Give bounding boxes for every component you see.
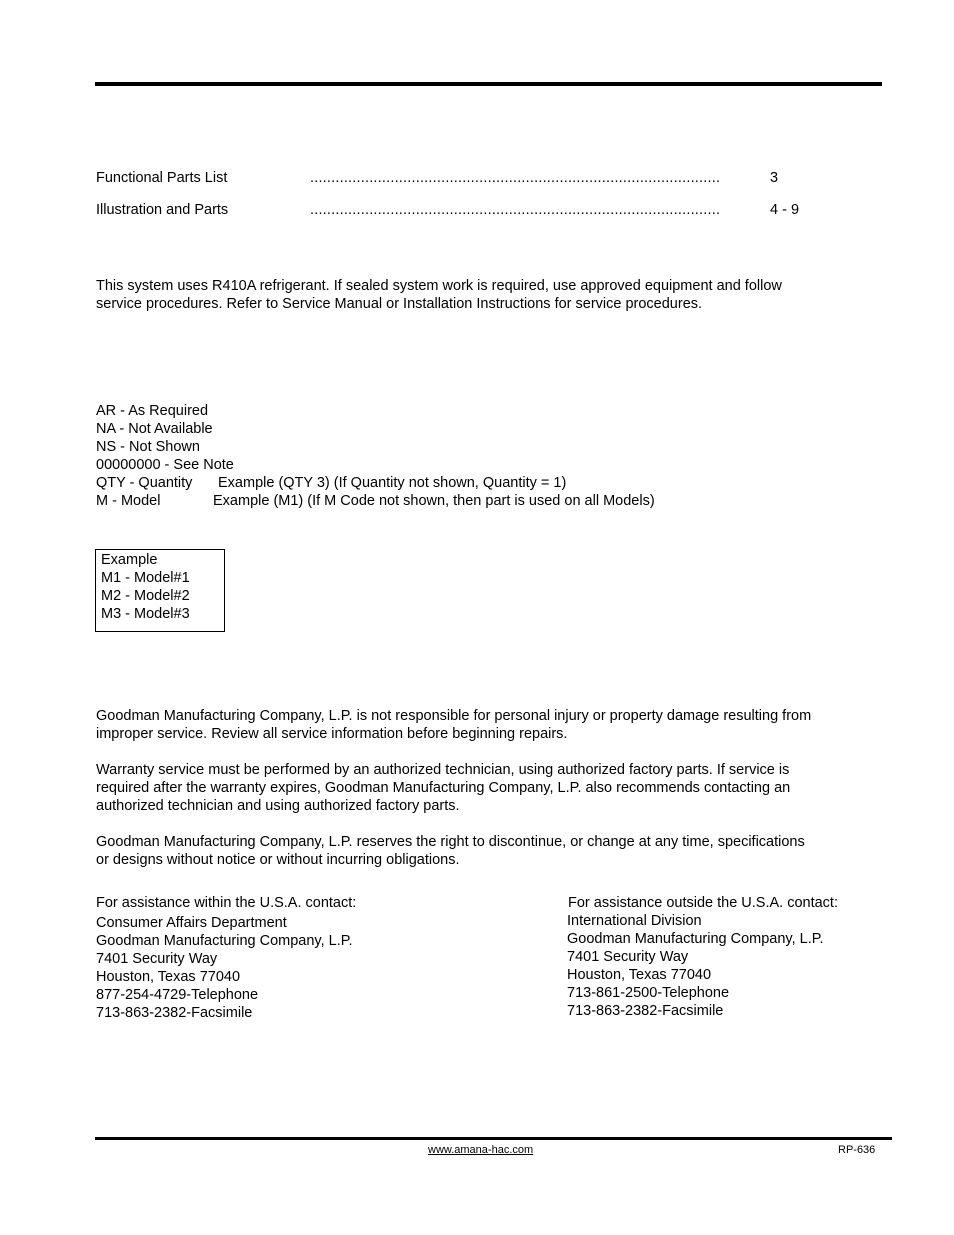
contact-phone: 877-254-4729-Telephone (96, 987, 259, 1003)
abbreviation-model-term: M - Model (96, 493, 161, 509)
footer-rule (95, 1137, 892, 1140)
contact-line: Houston, Texas 77040 (567, 967, 712, 983)
toc-page-number: 4 - 9 (770, 202, 800, 218)
model-example-box (95, 549, 225, 632)
toc-label: Illustration and Parts (96, 202, 229, 218)
abbreviation-item: NA - Not Available (96, 421, 213, 437)
disclaimer-line: Goodman Manufacturing Company, L.P. reserves the right to discontinue, or change at any time, specifications (96, 834, 805, 850)
contact-line: Goodman Manufacturing Company, L.P. (96, 933, 353, 949)
disclaimer-line: improper service. Review all service information before beginning repairs. (96, 726, 568, 742)
abbreviation-item: 00000000 - See Note (96, 457, 234, 473)
toc-leader: ................................................................................................. (310, 170, 721, 186)
contact-line: 7401 Security Way (96, 951, 218, 967)
abbreviation-qty-example: Example (QTY 3) (If Quantity not shown, Quantity = 1) (218, 475, 567, 491)
website-link[interactable]: www.amana-hac.com (428, 1144, 534, 1156)
abbreviation-item: AR - As Required (96, 403, 209, 419)
contact-line: Houston, Texas 77040 (96, 969, 241, 985)
contact-line: Consumer Affairs Department (96, 915, 287, 931)
abbreviation-qty-term: QTY - Quantity (96, 475, 193, 491)
disclaimer-line: authorized technician and using authorized factory parts. (96, 798, 460, 814)
header-rule (95, 82, 882, 86)
contact-line: 7401 Security Way (567, 949, 689, 965)
disclaimer-line: required after the warranty expires, Goodman Manufacturing Company, L.P. also recommends contacting an (96, 780, 791, 796)
abbreviation-item: NS - Not Shown (96, 439, 200, 455)
document-code: RP-636 (838, 1144, 876, 1156)
disclaimer-line: Warranty service must be performed by an authorized technician, using authorized factory parts. If service is (96, 762, 790, 778)
disclaimer-line: or designs without notice or without incurring obligations. (96, 852, 460, 868)
contact-fax: 713-863-2382-Facsimile (96, 1005, 253, 1021)
example-box-line: M3 - Model#3 (101, 606, 190, 622)
contact-fax: 713-863-2382-Facsimile (567, 1003, 724, 1019)
notice-line: This system uses R410A refrigerant. If sealed system work is required, use approved equipment and follow (96, 278, 782, 294)
contact-line: International Division (567, 913, 702, 929)
example-box-line: M1 - Model#1 (101, 570, 190, 586)
disclaimer-line: Goodman Manufacturing Company, L.P. is not responsible for personal injury or property damage resulting from (96, 708, 812, 724)
notice-line: service procedures. Refer to Service Manual or Installation Instructions for service procedures. (96, 296, 703, 312)
contact-heading: For assistance within the U.S.A. contact: (96, 895, 357, 911)
example-box-line: Example (101, 552, 158, 568)
toc-page-number: 3 (770, 170, 779, 186)
contact-heading: For assistance outside the U.S.A. contact: (568, 895, 838, 911)
toc-leader: ................................................................................................. (310, 202, 721, 218)
contact-phone: 713-861-2500-Telephone (567, 985, 730, 1001)
abbreviation-model-example: Example (M1) (If M Code not shown, then part is used on all Models) (213, 493, 655, 509)
example-box-line: M2 - Model#2 (101, 588, 190, 604)
contact-line: Goodman Manufacturing Company, L.P. (567, 931, 824, 947)
toc-label: Functional Parts List (96, 170, 228, 186)
